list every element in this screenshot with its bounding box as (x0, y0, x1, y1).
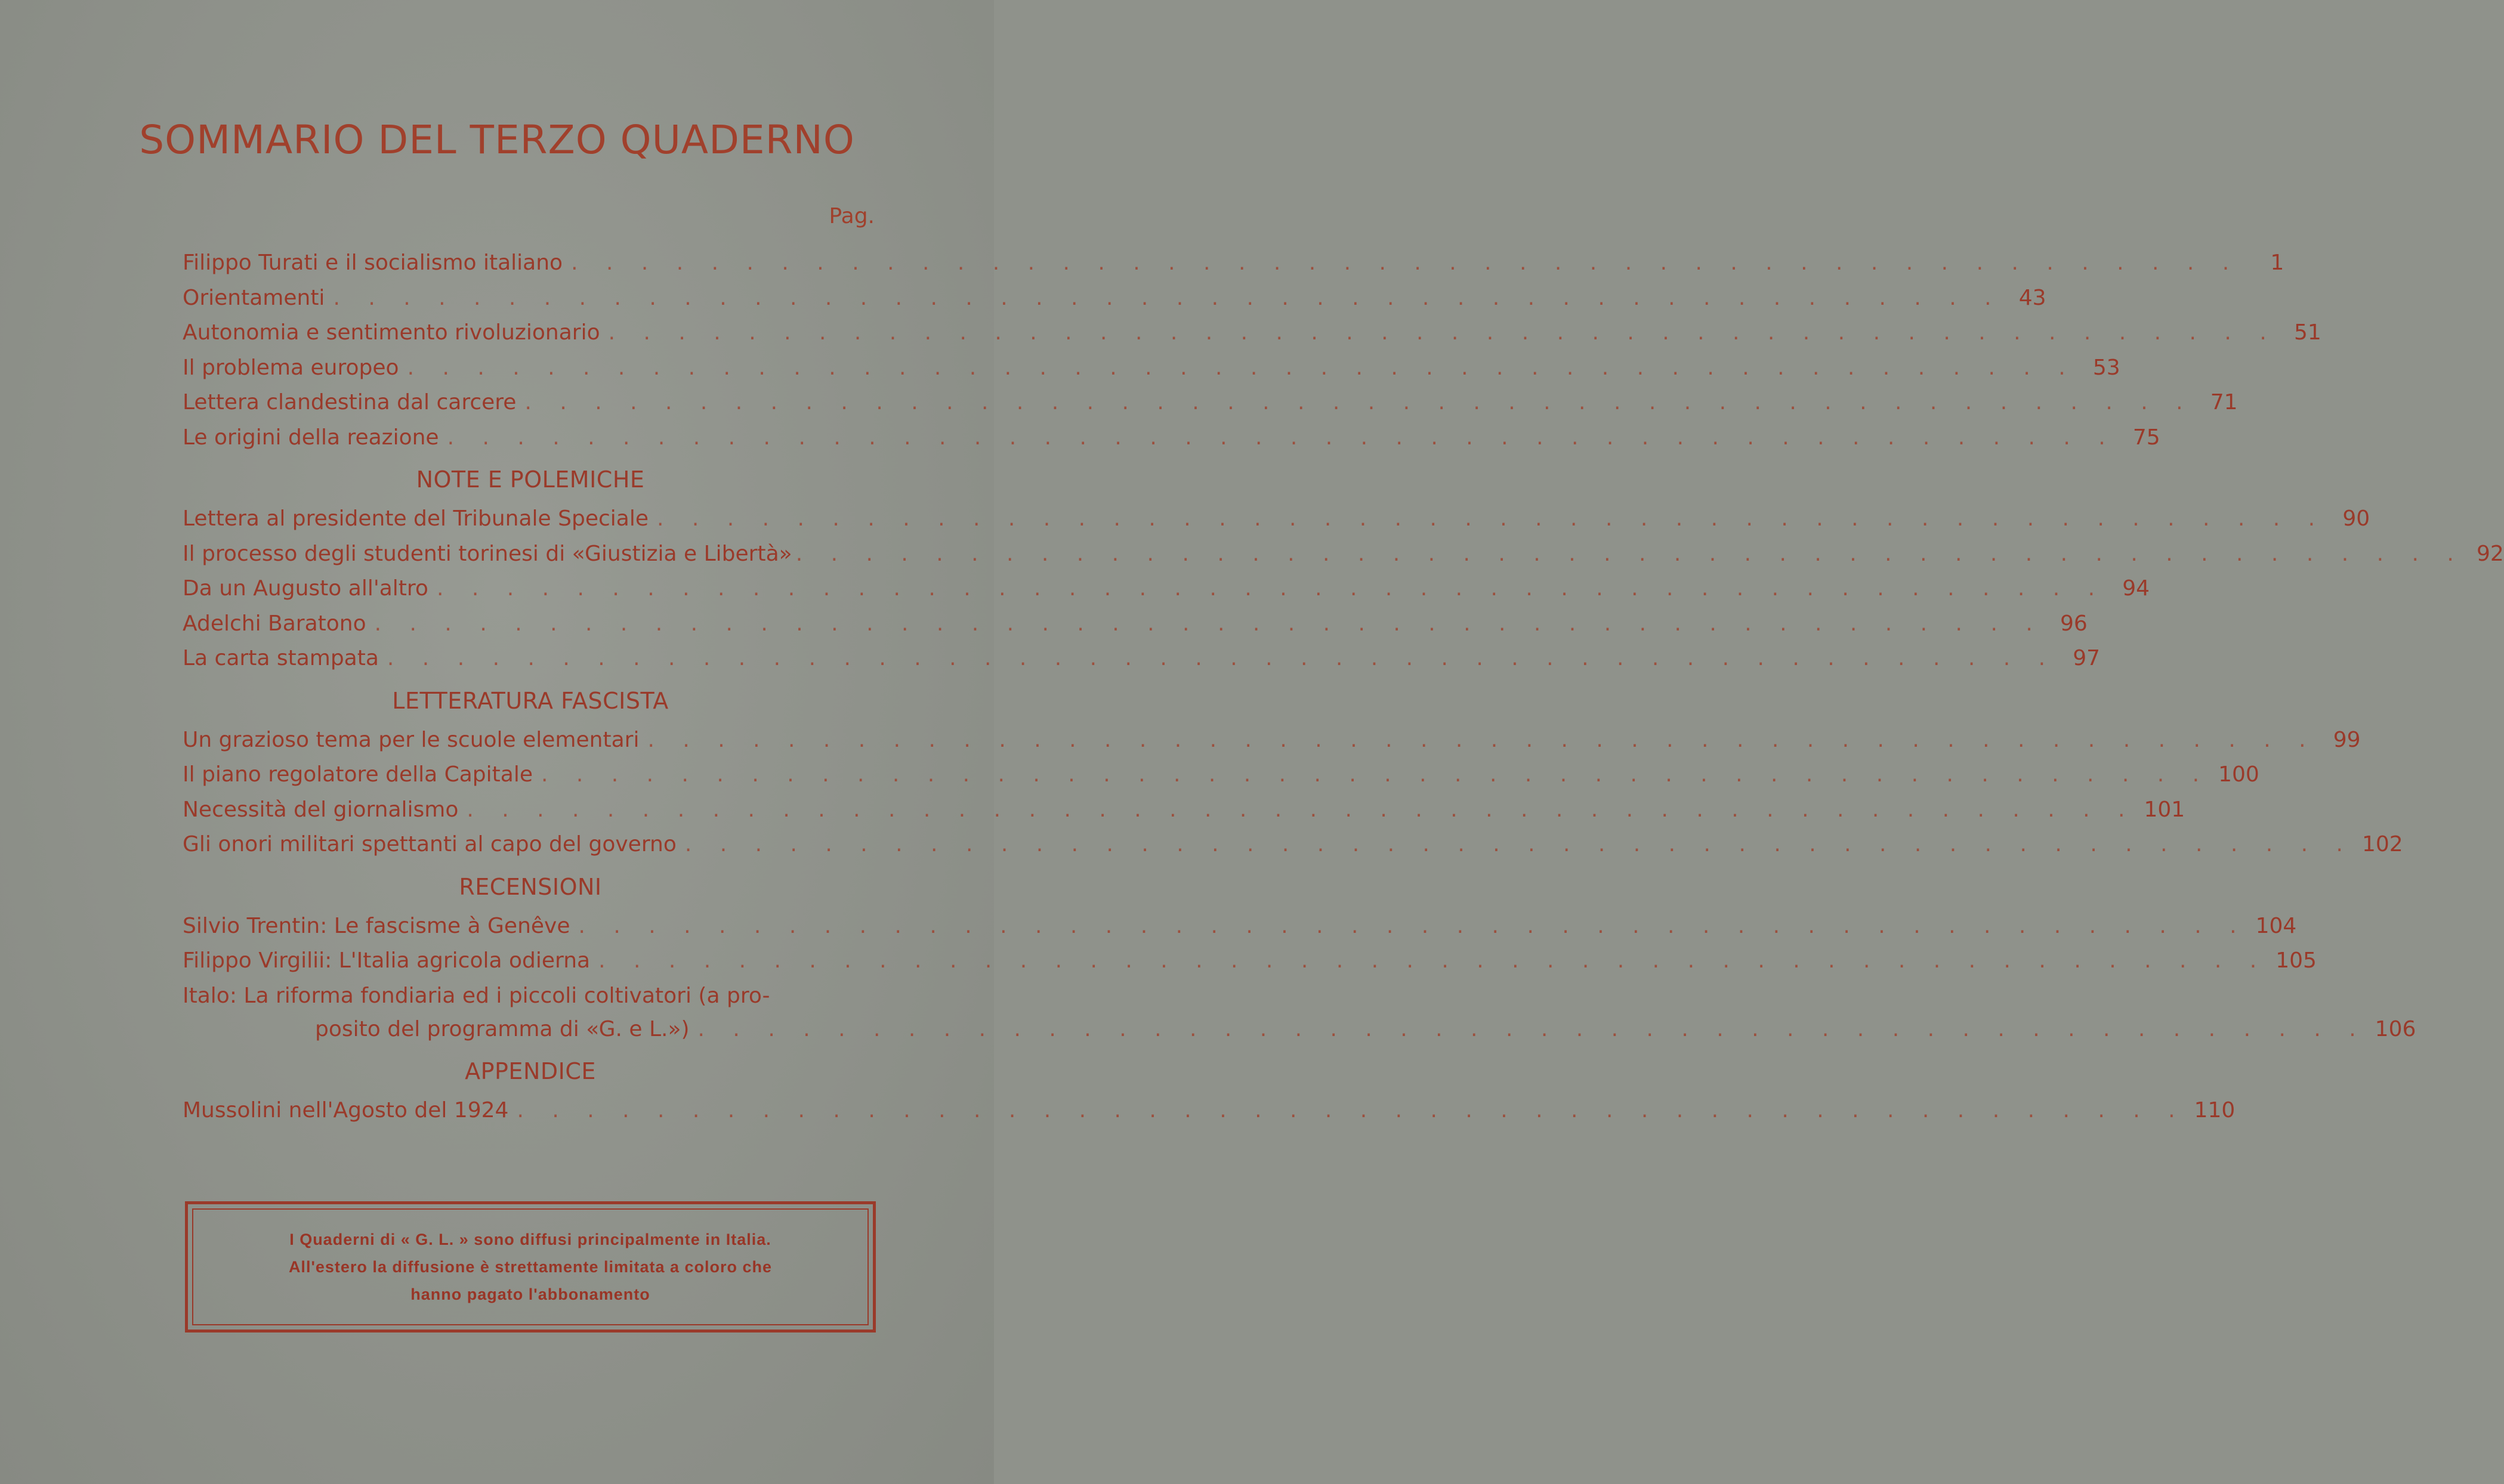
leader-dots (685, 827, 2354, 862)
toc-entry-page: 106 (2375, 1016, 2416, 1041)
toc-entry-page: 110 (2194, 1098, 2236, 1123)
toc-entry (183, 979, 878, 1012)
toc-entry-title: Mussolini nell'Agosto del 1924 (183, 1098, 509, 1123)
leader-dots (609, 316, 2277, 350)
toc-entry-page: 53 (2092, 355, 2120, 380)
section-heading-note-e-polemiche: NOTE E POLEMICHE (416, 466, 645, 493)
leader-dots (447, 421, 2116, 455)
toc-entry (183, 246, 2284, 281)
toc-entry-page: 71 (2210, 390, 2238, 415)
toc-entry (183, 1093, 2236, 1129)
toc-entry-title: Orientamenti (183, 285, 325, 310)
toc-entry (183, 571, 2150, 607)
toc-entry-title: Filippo Turati e il socialismo italiano (183, 251, 563, 275)
toc-entry-title: Un grazioso tema per le scuole elementari (183, 727, 640, 752)
toc-entry-page: 1 (2270, 251, 2284, 275)
page-title: SOMMARIO DEL TERZO QUADERNO (139, 117, 855, 163)
leader-dots (387, 641, 2056, 676)
toc-entry-title: Lettera clandestina dal carcere (183, 390, 517, 415)
toc-entry-page: 92 (2477, 541, 2504, 566)
toc-entry-title: Silvio Trentin: Le fascisme à Genêve (183, 913, 570, 938)
leader-dots (647, 723, 2316, 758)
toc-entry-title: Necessità del giornalismo (183, 797, 459, 822)
toc-entry (183, 421, 2160, 456)
toc-entry (183, 758, 2259, 793)
toc-entry-page: 104 (2255, 913, 2297, 938)
leader-dots (407, 351, 2076, 385)
notice-line: I Quaderni di « G. L. » sono diffusi principalmente in Italia. (289, 1231, 771, 1248)
toc-entry-page: 75 (2132, 425, 2160, 450)
leader-dots (698, 1012, 2367, 1047)
toc-entry-continuation (183, 1012, 2416, 1047)
toc-entry (183, 316, 2321, 351)
toc-entry-page: 94 (2122, 576, 2150, 601)
toc-entry-title: Il processo degli studenti torinesi di «Giustizia e Libertà» (183, 541, 792, 566)
toc-entry-title: Lettera al presidente del Tribunale Speciale (183, 506, 649, 531)
toc-entry-page: 96 (2060, 611, 2088, 636)
toc-entry-page: 97 (2073, 646, 2101, 670)
toc-entry-title-continuation: posito del programma di «G. e L.») (315, 1016, 690, 1041)
toc-entry (183, 351, 2120, 386)
toc-entry (183, 537, 2504, 572)
leader-dots (541, 758, 2210, 792)
toc-entry (183, 502, 2370, 537)
toc-entry-title: Il piano regolatore della Capitale (183, 762, 533, 787)
toc-entry-title: La carta stampata (183, 646, 379, 670)
toc-entry (183, 723, 2361, 758)
notice-line: hanno pagato l'abbonamento (410, 1285, 650, 1303)
toc-entry-page: 43 (2018, 285, 2046, 310)
toc-entry-page: 51 (2293, 320, 2321, 345)
toc-entry-page: 100 (2218, 762, 2259, 787)
toc-entry (183, 641, 2101, 676)
toc-entry-page: 102 (2361, 832, 2403, 857)
toc-entry-title: Da un Augusto all'altro (183, 576, 428, 601)
toc-entry-page: 99 (2333, 727, 2361, 752)
page-column-label: Pag. (829, 204, 875, 228)
leader-dots (796, 537, 2465, 571)
toc-entry-title: Gli onori militari spettanti al capo del governo (183, 832, 677, 857)
distribution-notice-inner (192, 1208, 869, 1325)
toc-entry (183, 909, 2297, 944)
leader-dots (579, 909, 2247, 944)
toc-entry-page: 90 (2342, 506, 2370, 531)
toc-entry-title: Il problema europeo (183, 355, 399, 380)
toc-entry (183, 793, 2185, 828)
toc-entry-title: Italo: La riforma fondiaria ed i piccoli coltivatori (a pro- (183, 983, 770, 1008)
section-heading-letteratura-fascista: LETTERATURA FASCISTA (392, 687, 669, 714)
toc-entry-title: Le origini della reazione (183, 425, 439, 450)
section-heading-appendice: APPENDICE (465, 1058, 596, 1084)
toc-entry (183, 385, 2238, 421)
notice-line: All'estero la diffusione è strettamente limitata a coloro che (288, 1258, 773, 1276)
leader-dots (517, 1093, 2185, 1128)
leader-dots (657, 502, 2326, 536)
toc-entry-page: 101 (2144, 797, 2185, 822)
toc-entry (183, 607, 2088, 642)
leader-dots (437, 571, 2105, 606)
toc-entry-page: 105 (2275, 948, 2317, 973)
section-heading-recensioni: RECENSIONI (459, 873, 602, 900)
table-of-contents (183, 246, 2504, 1129)
toc-entry-title: Adelchi Baratono (183, 611, 366, 636)
leader-dots (598, 944, 2267, 978)
toc-entry-title: Filippo Virgilii: L'Italia agricola odierna (183, 948, 591, 973)
distribution-notice-box (185, 1201, 876, 1332)
toc-entry (183, 281, 2046, 316)
leader-dots (333, 281, 2002, 316)
toc-entry (183, 944, 2317, 979)
toc-entry-title: Autonomia e sentimento rivoluzionario (183, 320, 600, 345)
leader-dots (524, 385, 2193, 420)
leader-dots (571, 246, 2240, 280)
leader-dots (375, 607, 2043, 641)
toc-entry (183, 827, 2403, 862)
leader-dots (467, 793, 2135, 827)
